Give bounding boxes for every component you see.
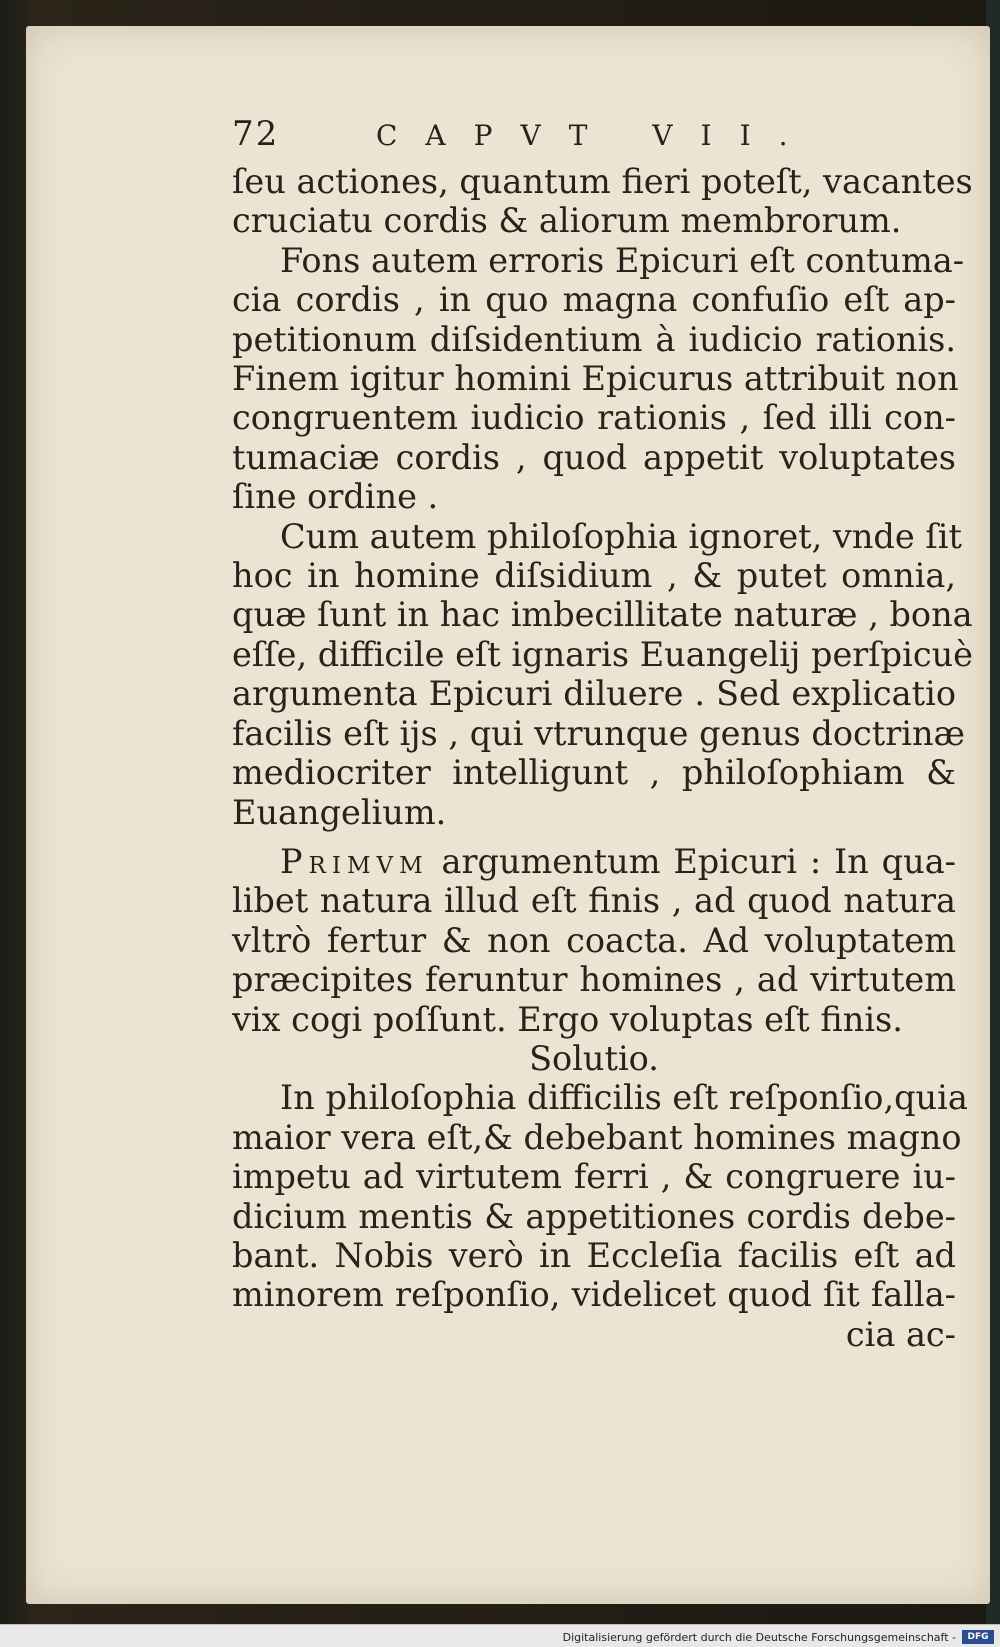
text-line: vltrò fertur & non coacta. Ad voluptatem [232,920,956,960]
text-line: Finem igitur homini Epicurus attribuit non [232,359,959,399]
book-page [26,26,990,1604]
text-line: ſeu actiones, quantum fieri poteſt, vacantes [232,162,973,201]
text-line: libet natura illud eſt finis , ad quod natura [232,881,956,921]
text-line: Fons autem erroris Epicuri eſt contuma- [280,240,965,280]
text-line: congruentem iudicio rationis , ſed illi con- [232,398,956,438]
text-line: bant. Nobis verò in Eccleſia facilis eſt ad [232,1235,956,1275]
text-line: eſſe, difficile eſt ignaris Euangelij perſpicuè [232,634,974,674]
text-line: petitionum diſsidentium à iudicio rationis. [232,319,956,359]
text-line: In philoſophia difficilis eſt reſponſio,quia [280,1078,968,1118]
paragraph-5 [232,1078,968,1354]
dfg-logo: DFG [962,1630,994,1644]
text-line: Euangelium. [232,792,447,832]
text-line: Cum autem philoſophia ignoret, vnde ſit [280,516,962,556]
text-line: ſine ordine . [232,477,439,517]
text-line: dicium mentis & appetitiones cordis debe- [232,1196,956,1236]
running-head [232,114,956,162]
text-line: mediocriter intelligunt , philoſophiam & [232,753,956,793]
paragraph-2 [232,240,965,517]
text-line: argumenta Epicuri diluere . Sed explicatio [232,674,956,714]
chapter-title: CAPVT VII. [376,119,816,152]
page-text-block [232,114,974,1354]
text-line: facilis eſt ijs , qui vtrunque genus doctrinæ [232,713,966,753]
text-line: minorem reſponſio, videlicet quod ſit falla- [232,1275,956,1315]
solutio-heading: Solutio. [529,1038,659,1078]
text-line: vix cogi poſſunt. Ergo voluptas eſt finis. [232,999,903,1039]
paragraph-1 [232,162,973,241]
catchword: cia ac- [845,1314,956,1354]
paragraph-4 [232,842,956,1039]
text-line-rest: argumentum Epicuri : In qua- [428,841,956,881]
text-line: cia cordis , in quo magna confuſio eſt ap- [232,280,956,320]
text-line: tumaciæ cordis , quod appetit voluptates [232,437,956,477]
text-line: cruciatu cordis & aliorum membrorum. [232,201,902,241]
footer-bar [0,1624,1000,1647]
page-number: 72 [232,114,280,154]
text-line [232,842,956,881]
text-line: hoc in homine diſsidium , & putet omnia, [232,556,956,596]
funding-credit: Digitalisierung gefördert durch die Deutsche Forschungsgemeinschaft - [562,1631,956,1644]
text-line: quæ ſunt in hac imbecillitate naturæ , bona [232,595,973,635]
small-caps-lead: Primvm [280,841,429,881]
text-line: maior vera eſt,& debebant homines magno [232,1117,962,1157]
section-heading [232,1039,956,1078]
text-line: præcipites feruntur homines , ad virtutem [232,960,956,1000]
paragraph-3 [232,516,974,832]
paragraph-gap [232,832,956,842]
text-line: impetu ad virtutem ferri , & congruere iu- [232,1157,956,1197]
